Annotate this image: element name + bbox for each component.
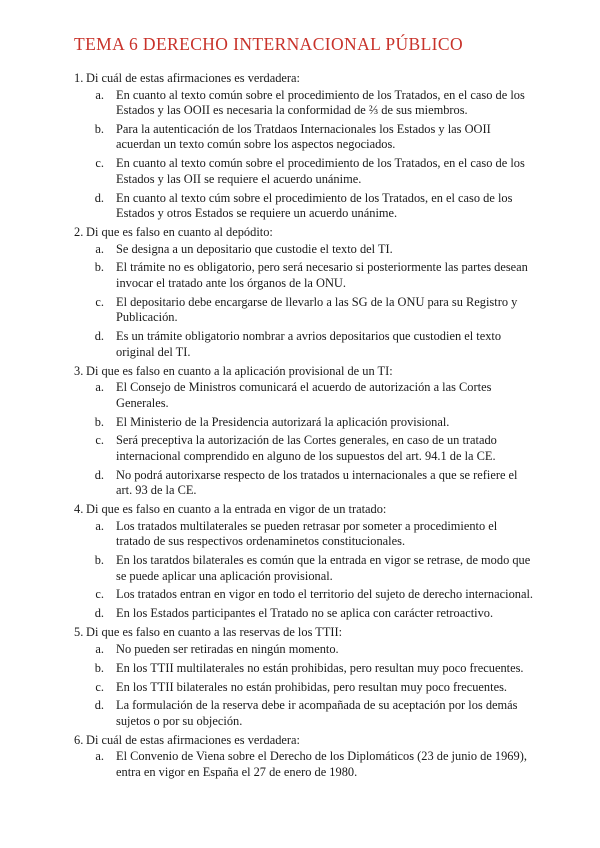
question <box>74 364 534 499</box>
option-item <box>74 380 534 411</box>
option-text: En cuanto al texto cúm sobre el procedimiento de los Tratados, en el caso de los Estados y otros Estados se requiere un acuerdo unánime. <box>116 190 513 221</box>
option-item <box>74 680 534 696</box>
option-letter: d. <box>94 190 104 205</box>
question-stem <box>74 733 534 749</box>
option-text: En los Estados participantes el Tratado no se aplica con carácter retroactivo. <box>116 606 494 621</box>
option-text: En cuanto al texto común sobre el procedimiento de los Tratados, en el caso de los Estados y las OII se requiere el acuerdo unánime. <box>116 156 525 186</box>
question-number: 4. <box>74 502 84 517</box>
question-stem <box>74 71 534 87</box>
option-item <box>74 295 534 326</box>
option-letter: a. <box>95 749 104 764</box>
option-letter: a. <box>95 380 104 395</box>
question-text: Di que es falso en cuanto a las reservas de los TTII: <box>86 625 343 640</box>
option-item <box>74 415 534 431</box>
option-item <box>74 698 534 729</box>
question <box>74 625 534 729</box>
option-item <box>74 329 534 360</box>
option-text: La formulación de la reserva debe ir acompañada de su aceptación por los demás sujetos o por su objeción. <box>116 698 518 728</box>
question-text: Di que es falso en cuanto a la aplicación provisional de un TI: <box>86 363 393 378</box>
question-number: 3. <box>74 363 84 378</box>
question-number: 5. <box>74 625 84 640</box>
option-letter: b. <box>94 660 104 675</box>
question-number: 6. <box>74 732 84 747</box>
option-item <box>74 606 534 622</box>
question-text: Di cuál de estas afirmaciones es verdadera: <box>86 732 300 747</box>
question-stem <box>74 225 534 241</box>
option-list <box>74 519 534 622</box>
option-list <box>74 88 534 222</box>
option-text: El depositario debe encargarse de llevarlo a las SG de la ONU para su Registro y Publicación. <box>116 294 518 325</box>
option-item <box>74 88 534 119</box>
option-text: En los TTII multilaterales no están prohibidas, pero resultan muy poco frecuentes. <box>116 660 524 675</box>
option-letter: a. <box>95 641 104 656</box>
option-text: En los TTII bilaterales no están prohibidas, pero resultan muy poco frecuentes. <box>116 679 507 694</box>
question-list <box>74 71 534 784</box>
option-text: El Ministerio de la Presidencia autorizará la aplicación provisional. <box>116 414 450 429</box>
option-text: El trámite no es obligatorio, pero será necesario si posteriormente las partes desean invocar el tratado ante los órganos de la ONU. <box>116 260 528 290</box>
option-letter: c. <box>95 587 104 602</box>
option-text: Es un trámite obligatorio nombrar a avrios depositarios que custodien el texto original del TI. <box>116 329 502 359</box>
option-letter: a. <box>95 87 104 102</box>
option-item <box>74 156 534 187</box>
option-item <box>74 519 534 550</box>
option-letter: d. <box>94 329 104 344</box>
option-item <box>74 642 534 658</box>
option-item <box>74 242 534 258</box>
option-text: Los tratados entran en vigor en todo el territorio del sujeto de derecho internacional. <box>116 587 534 602</box>
question-text: Di cuál de estas afirmaciones es verdadera: <box>86 71 300 85</box>
question <box>74 225 534 360</box>
option-letter: c. <box>95 679 104 694</box>
option-letter: b. <box>94 260 104 275</box>
option-text: El Consejo de Ministros comunicará el acuerdo de autorización a las Cortes Generales. <box>116 380 492 410</box>
question-text: Di que es falso en cuanto a la entrada en vigor de un tratado: <box>86 502 387 517</box>
option-text: No pueden ser retiradas en ningún momento. <box>116 641 339 656</box>
option-list <box>74 749 534 780</box>
question-stem <box>74 502 534 518</box>
question <box>74 733 534 781</box>
question-number: 2. <box>74 225 84 240</box>
option-text: En los taratdos bilaterales es común que la entrada en vigor se retrase, de modo que se puede aplicar una aplicación provisional. <box>116 553 531 583</box>
question <box>74 71 534 222</box>
question-text: Di que es falso en cuanto al depódito: <box>86 225 273 240</box>
option-letter: d. <box>94 467 104 482</box>
option-list <box>74 380 534 499</box>
option-text: Se designa a un depositario que custodie el texto del TI. <box>116 241 393 256</box>
option-text: No podrá autorixarse respecto de los tratados u internacionales a que se refiere el art. 93 de la CE. <box>116 467 518 498</box>
page-title: TEMA 6 DERECHO INTERNACIONAL PÚBLICO <box>74 34 464 54</box>
option-letter: a. <box>95 518 104 533</box>
option-letter: d. <box>94 698 104 713</box>
option-item <box>74 468 534 499</box>
option-text: Los tratados multilaterales se pueden retrasar por someter a procedimiento el tratado de sus respectivos ordenaminetos constitucionales. <box>116 518 498 549</box>
option-text: Para la autenticación de los Tratdaos Internacionales los Estados y las OOII acuerdan un texto común sobre los aspectos negociados. <box>116 121 491 152</box>
option-item <box>74 122 534 153</box>
question-stem <box>74 625 534 641</box>
option-letter: c. <box>95 433 104 448</box>
option-letter: b. <box>94 414 104 429</box>
option-letter: c. <box>95 294 104 309</box>
option-item <box>74 553 534 584</box>
option-item <box>74 749 534 780</box>
option-item <box>74 260 534 291</box>
option-item <box>74 191 534 222</box>
option-text: En cuanto al texto común sobre el procedimiento de los Tratados, en el caso de los Estados y las OOII es necesaria la conformidad de ⅔ de sus miembros. <box>116 87 525 117</box>
option-letter: c. <box>95 156 104 171</box>
option-letter: a. <box>95 241 104 256</box>
option-item <box>74 661 534 677</box>
option-list <box>74 642 534 730</box>
option-letter: b. <box>94 553 104 568</box>
option-letter: d. <box>94 606 104 621</box>
question <box>74 502 534 622</box>
option-list <box>74 242 534 361</box>
question-stem <box>74 364 534 380</box>
option-item <box>74 587 534 603</box>
option-text: Será preceptiva la autorización de las Cortes generales, en caso de un tratado internacional comprendido en alguno de los supuestos del art. 94.1 de la CE. <box>116 433 497 463</box>
option-text: El Convenio de Viena sobre el Derecho de los Diplomáticos (23 de junio de 1969), entra en vigor en España el 27 de enero de 1980. <box>116 749 527 779</box>
question-number: 1. <box>74 71 84 85</box>
option-letter: b. <box>94 121 104 136</box>
option-item <box>74 433 534 464</box>
